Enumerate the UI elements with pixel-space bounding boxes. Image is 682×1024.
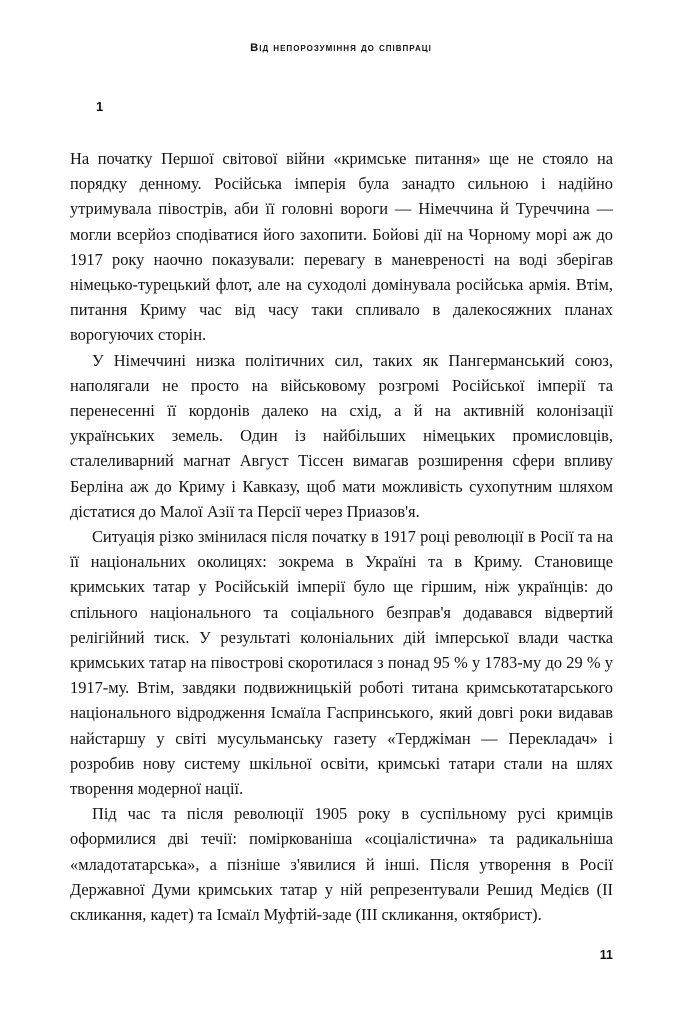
paragraph: На початку Першої світової війни «кримське питання» ще не стояло на порядку денному. Російська імперія була занадто сильною і надійно утримувала півострів, аби її головні вороги — Німеччина й Туреччина — могли всерйоз сподіватися його захопити. Бойові дії на Чорному морі аж до 1917 року наочно показували: перевагу в маневреності на воді зберігав німецько-турецький флот, але на суходолі домінувала російська армія. Втім, питання Криму час від часу таки спливало в далекосяжних планах ворогуючих сторін. [70, 149, 613, 345]
paragraph: Ситуація різко змінилася після початку в 1917 році революції в Росії та на її національних околицях: зокрема в Україні та в Криму. Становище кримських татар у Російській імперії було ще гіршим, ніж українців: до спільного національного та соціального безправ'я додавався відвертий релігійний тиск. У результаті колоніальних дій імперської влади частка кримських татар на півострові скоротилася з понад 95 % у 1783-му до 29 % у 1917-му. Втім, завдяки подвижницькій роботі титана кримськотатарського національного відродження Ісмаїла Гаспринського, який довгі роки видавав найстаршу у світі мусульманську газету «Терджіман — Перекладач» і розробив нову систему шкільної освіти, кримські татари стали на шлях творення модерної нації. [70, 527, 613, 799]
body-text [70, 146, 613, 927]
running-head: Від непорозуміння до співпраці [250, 42, 432, 54]
page-number: 11 [599, 948, 613, 962]
paragraph: Під час та після революції 1905 року в суспільному русі кримців оформилися дві течії: поміркованіша «соціалістична» та радикальніша «младотатарська», а пізніше з'явилися й інші. Після утворення в Росії Державної Думи кримських татар у ній репрезентували Решид Медієв (II скликання, кадет) та Ісмаїл Муфтій-заде (III скликання, октябрист). [70, 804, 613, 925]
paragraph: У Німеччині низка політичних сил, таких як Пангерманський союз, наполягали не просто на військовому розгромі Російської імперії та перенесенні її кордонів далеко на схід, а й на активній колонізації українських земель. Один із найбільших німецьких промисловців, сталеливарний магнат Август Тіссен вимагав розширення сфери впливу Берліна аж до Криму і Кавказу, щоб мати можливість сухопутним шляхом дістатися до Малої Азії та Персії через Приазов'я. [70, 350, 613, 521]
section-number: 1 [96, 99, 104, 114]
